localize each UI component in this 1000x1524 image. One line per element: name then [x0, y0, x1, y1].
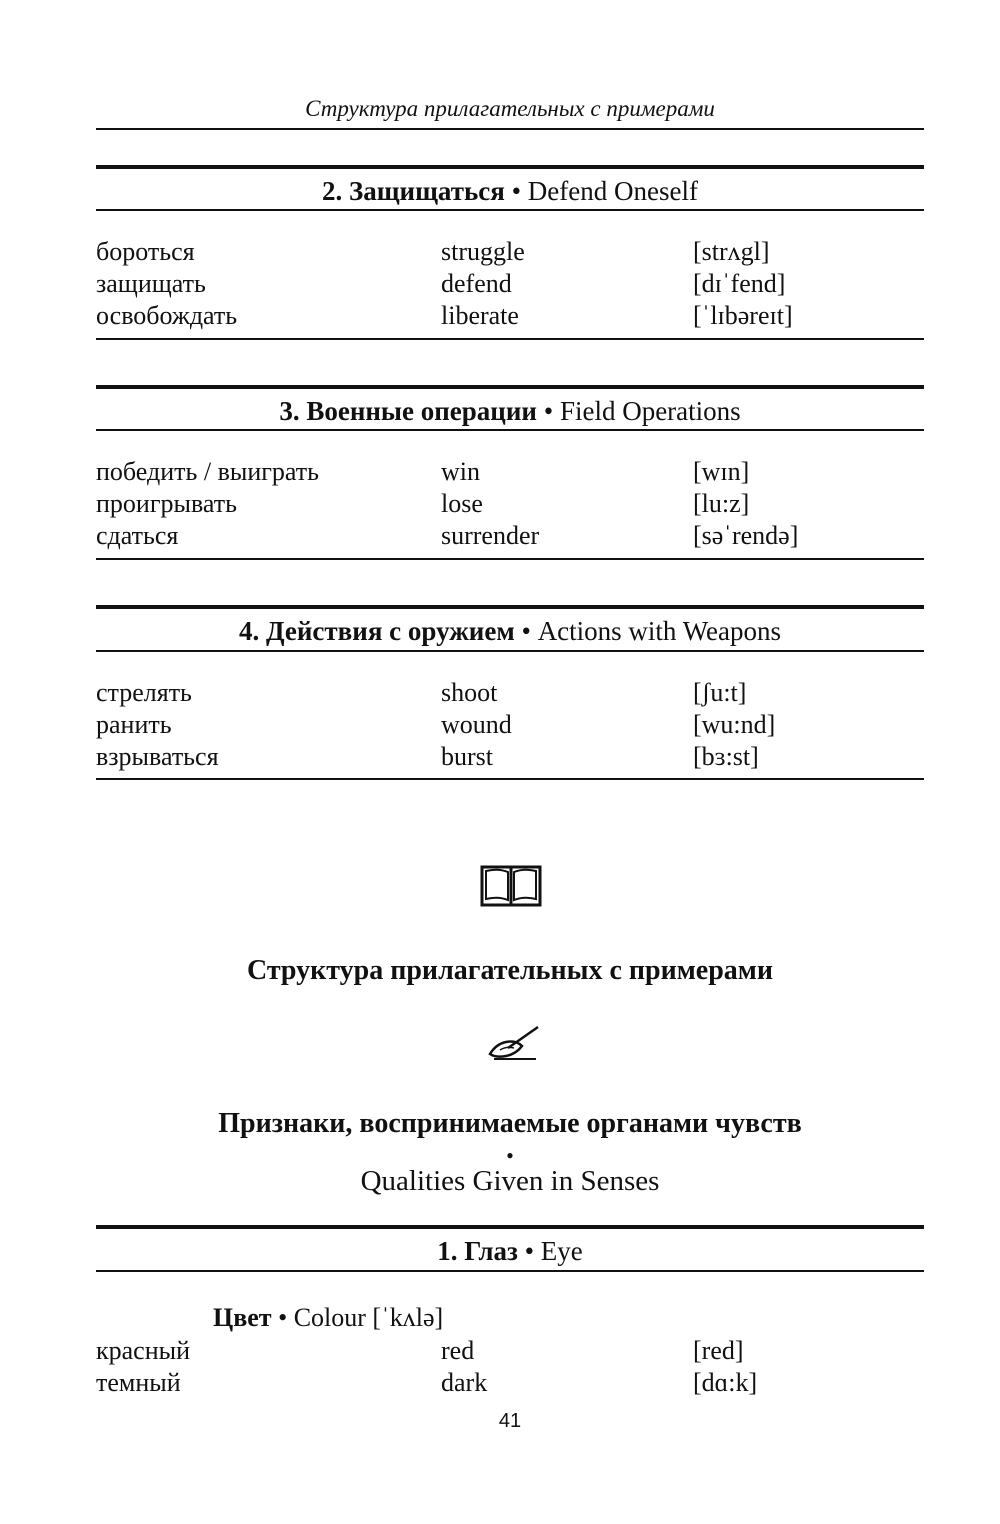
vocab-row — [0, 520, 1000, 552]
word-ru: победить / выиграть — [96, 457, 319, 486]
section-title — [96, 616, 924, 646]
bullet: • — [506, 1143, 514, 1168]
word-ru: сдаться — [96, 521, 179, 550]
word-en: win — [441, 457, 480, 486]
divider — [96, 338, 924, 340]
page-number: 41 — [498, 1410, 522, 1432]
word-en: surrender — [441, 521, 540, 550]
writing-hand-icon — [486, 1024, 542, 1062]
word-en: dark — [441, 1368, 488, 1397]
vocab-row — [0, 300, 1000, 332]
word-en: red — [441, 1336, 475, 1365]
running-head: Структура прилагательных с примерами — [305, 96, 715, 121]
transcription: [red] — [693, 1336, 744, 1365]
word-ru: проигрывать — [96, 489, 237, 518]
divider — [96, 1270, 924, 1272]
subheading-colour — [213, 1303, 443, 1333]
word-en: shoot — [441, 678, 498, 707]
word-ru: стрелять — [96, 678, 192, 707]
section-title-ru: 4. Действия с оружием — [238, 616, 515, 646]
word-ru: бороться — [96, 237, 195, 266]
word-en: burst — [441, 742, 493, 771]
vocab-row — [0, 268, 1000, 300]
divider — [96, 429, 924, 431]
section-title-ru: 2. Защищаться — [322, 176, 505, 206]
section-title — [96, 396, 924, 426]
main-heading: Структура прилагательных с примерами — [246, 955, 773, 986]
transcription: [ˈkʌlə] — [372, 1303, 444, 1332]
section-title-ru: 3. Военные операции — [279, 396, 537, 426]
qualities-heading-en: Qualities Given in Senses — [360, 1165, 660, 1197]
divider — [96, 778, 924, 780]
section-title — [96, 1236, 924, 1266]
section-title-en: Defend Oneself — [527, 176, 698, 206]
divider — [96, 165, 924, 169]
section-title-en: Field Operations — [559, 396, 741, 426]
word-en: struggle — [441, 237, 525, 266]
bullet: • — [511, 176, 522, 206]
word-en: wound — [441, 710, 512, 739]
qualities-heading-ru: Признаки, воспринимаемые органами чувств — [218, 1108, 802, 1139]
divider — [96, 1225, 924, 1229]
transcription: [strʌgl] — [693, 237, 770, 266]
bullet: • — [278, 1303, 288, 1332]
transcription: [lu:z] — [693, 489, 750, 518]
word-ru: красный — [96, 1336, 191, 1365]
open-book-icon — [480, 864, 542, 908]
transcription: [wu:nd] — [693, 710, 776, 739]
subheading-en: Colour — [293, 1303, 366, 1332]
word-ru: ранить — [96, 710, 172, 739]
divider — [96, 650, 924, 652]
word-en: lose — [441, 489, 483, 518]
vocab-row — [0, 236, 1000, 268]
vocab-row — [0, 1335, 1000, 1367]
vocab-row — [0, 1367, 1000, 1399]
section-title-en: Actions with Weapons — [537, 616, 781, 646]
transcription: [səˈrendə] — [693, 521, 799, 550]
word-ru: темный — [96, 1368, 181, 1397]
transcription: [dɪˈfend] — [693, 269, 786, 298]
vocab-row — [0, 456, 1000, 488]
bullet: • — [543, 396, 554, 426]
vocab-row — [0, 709, 1000, 741]
transcription: [dɑ:k] — [693, 1368, 758, 1397]
transcription: [wɪn] — [693, 457, 750, 486]
word-ru: взрываться — [96, 742, 219, 771]
divider — [96, 558, 924, 560]
word-en: defend — [441, 269, 512, 298]
word-en: liberate — [441, 301, 519, 330]
subheading-ru: Цвет — [213, 1303, 272, 1332]
divider — [96, 605, 924, 609]
section-title — [96, 176, 924, 206]
word-ru: защищать — [96, 269, 206, 298]
divider — [96, 385, 924, 389]
transcription: [bɜ:st] — [693, 742, 759, 771]
section-title-en: Eye — [540, 1236, 583, 1266]
bullet: • — [524, 1236, 535, 1266]
section-title-ru: 1. Глаз — [437, 1236, 518, 1266]
vocab-row — [0, 488, 1000, 520]
divider — [96, 128, 924, 130]
divider — [96, 209, 924, 211]
word-ru: освобождать — [96, 301, 238, 330]
vocab-row — [0, 741, 1000, 773]
vocab-row — [0, 677, 1000, 709]
transcription: [ˈlɪbəreɪt] — [693, 301, 793, 330]
transcription: [ʃu:t] — [693, 678, 747, 707]
bullet: • — [521, 616, 531, 646]
